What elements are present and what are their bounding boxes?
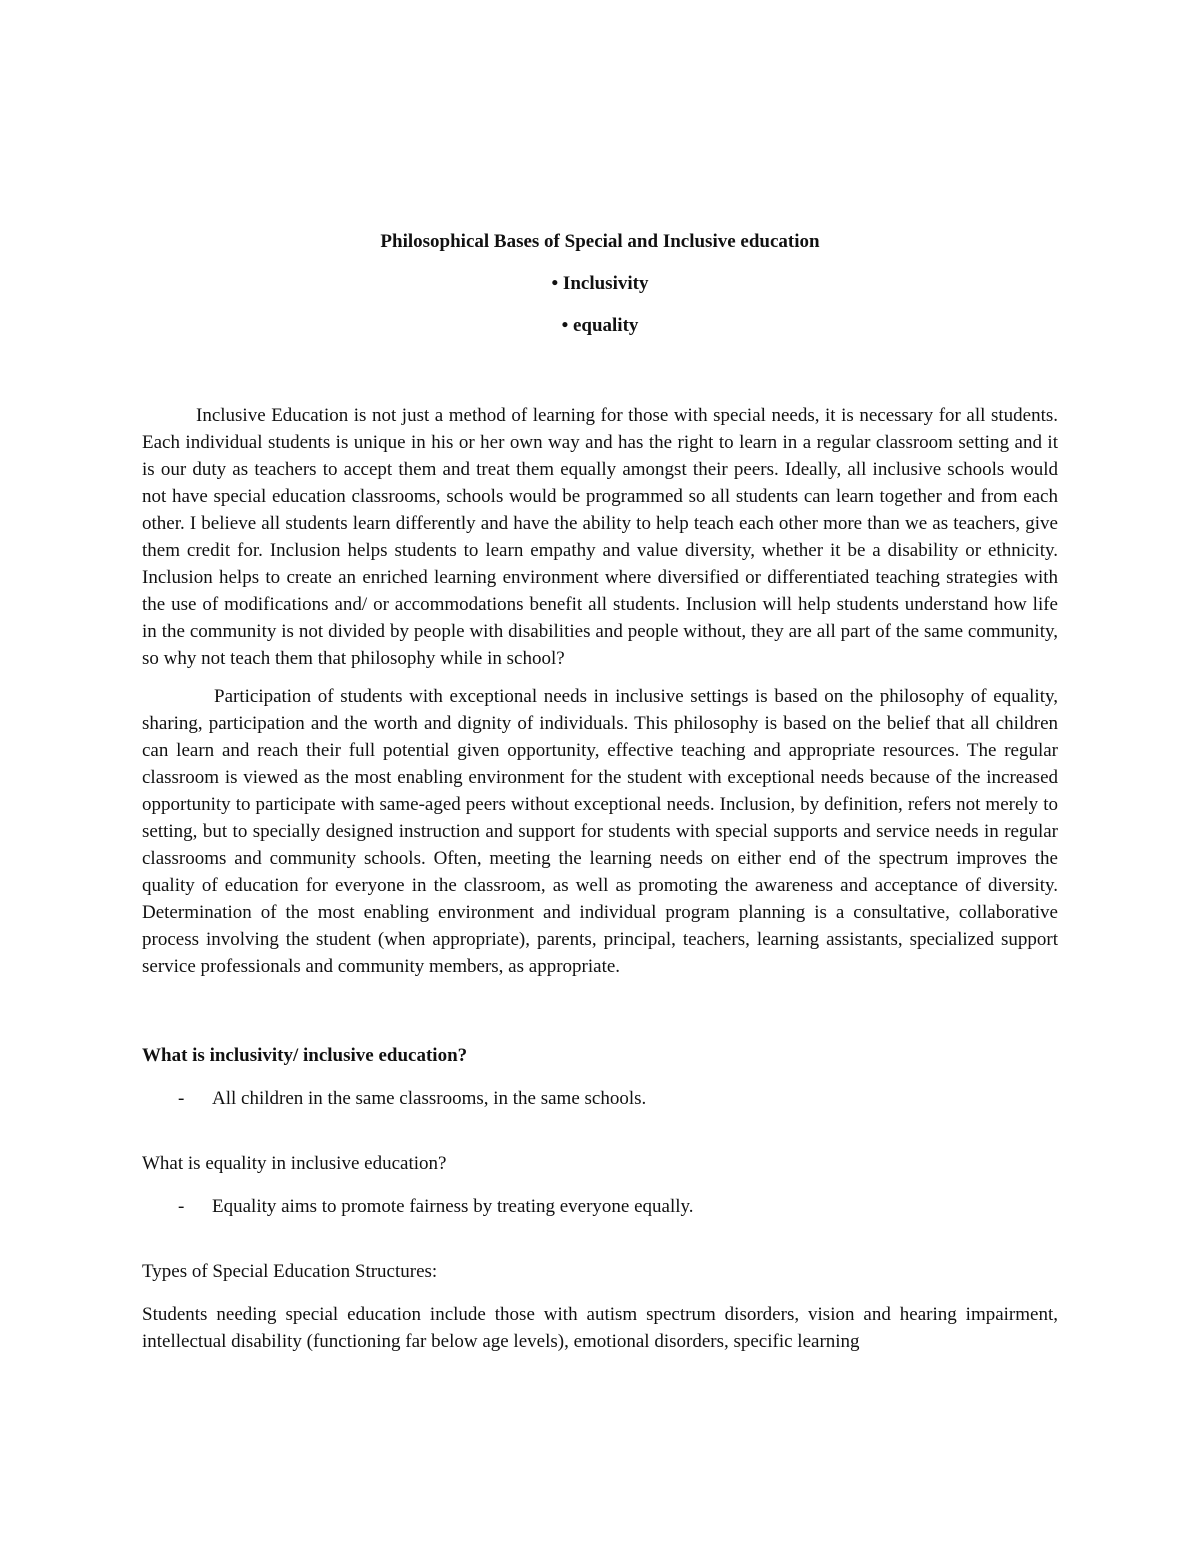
types-heading: Types of Special Education Structures: xyxy=(142,1261,438,1282)
paragraph-inclusive-education: Inclusive Education is not just a method of learning for those with special needs, it is necessary for all students. Each individual students is unique in his or her own way and has the right to learn in a regular classroom setting and it is our duty as teachers to accept them and treat them equally amongst their peers. Ideally, all inclusive schools would not have special education classrooms, schools would be programmed so all students can learn together and from each other. I believe all students learn differently and have the ability to help teach each other more than we as teachers, give them credit for. Inclusion helps students to learn empathy and value diversity, whether it be a disability or ethnicity. Inclusion helps to create an enriched learning environment where diversified or differentiated teaching strategies with the use of modifications and/ or accommodations benefit all students. Inclusion will help students understand how life in the community is not divided by people with disabilities and people without, they are all part of the same community, so why not teach them that philosophy while in school? xyxy=(142,405,1058,669)
document-body xyxy=(142,228,1058,1355)
answer-inclusivity-item xyxy=(142,1085,1058,1113)
bullet-equality: • equality xyxy=(561,315,639,336)
dash-marker: - xyxy=(178,1196,185,1217)
paragraph-students-needing: Students needing special education include those with autism spectrum disorders, vision and hearing impairment, intellectual disability (functioning far below age levels), emotional disorders, specific learning xyxy=(142,1304,1058,1352)
paragraph-participation: Participation of students with exceptional needs in inclusive settings is based on the philosophy of equality, sharing, participation and the worth and dignity of individuals. This philosophy is based on the belief that all children can learn and reach their full potential given opportunity, effective teaching and appropriate resources. The regular classroom is viewed as the most enabling environment for the student with exceptional needs because of the increased opportunity to participate with same-aged peers without exceptional needs. Inclusion, by definition, refers not merely to setting, but to specially designed instruction and support for students with special supports and service needs in regular classrooms and community schools. Often, meeting the learning needs on either end of the spectrum improves the quality of education for everyone in the classroom, as well as promoting the awareness and acceptance of diversity. Determination of the most enabling environment and individual program planning is a consultative, collaborative process involving the student (when appropriate), parents, principal, teachers, learning assistants, specialized support service professionals and community members, as appropriate. xyxy=(142,686,1058,977)
answer-inclusivity: All children in the same classrooms, in the same schools. xyxy=(212,1088,647,1109)
question-equality: What is equality in inclusive education? xyxy=(142,1153,447,1174)
question-inclusivity: What is inclusivity/ inclusive education? xyxy=(142,1045,468,1066)
document-title: Philosophical Bases of Special and Inclusive education xyxy=(380,231,820,252)
answer-equality: Equality aims to promote fairness by treating everyone equally. xyxy=(212,1196,694,1217)
bullet-inclusivity: • Inclusivity xyxy=(551,273,649,294)
dash-marker: - xyxy=(178,1088,185,1109)
answer-equality-item xyxy=(142,1193,1058,1221)
